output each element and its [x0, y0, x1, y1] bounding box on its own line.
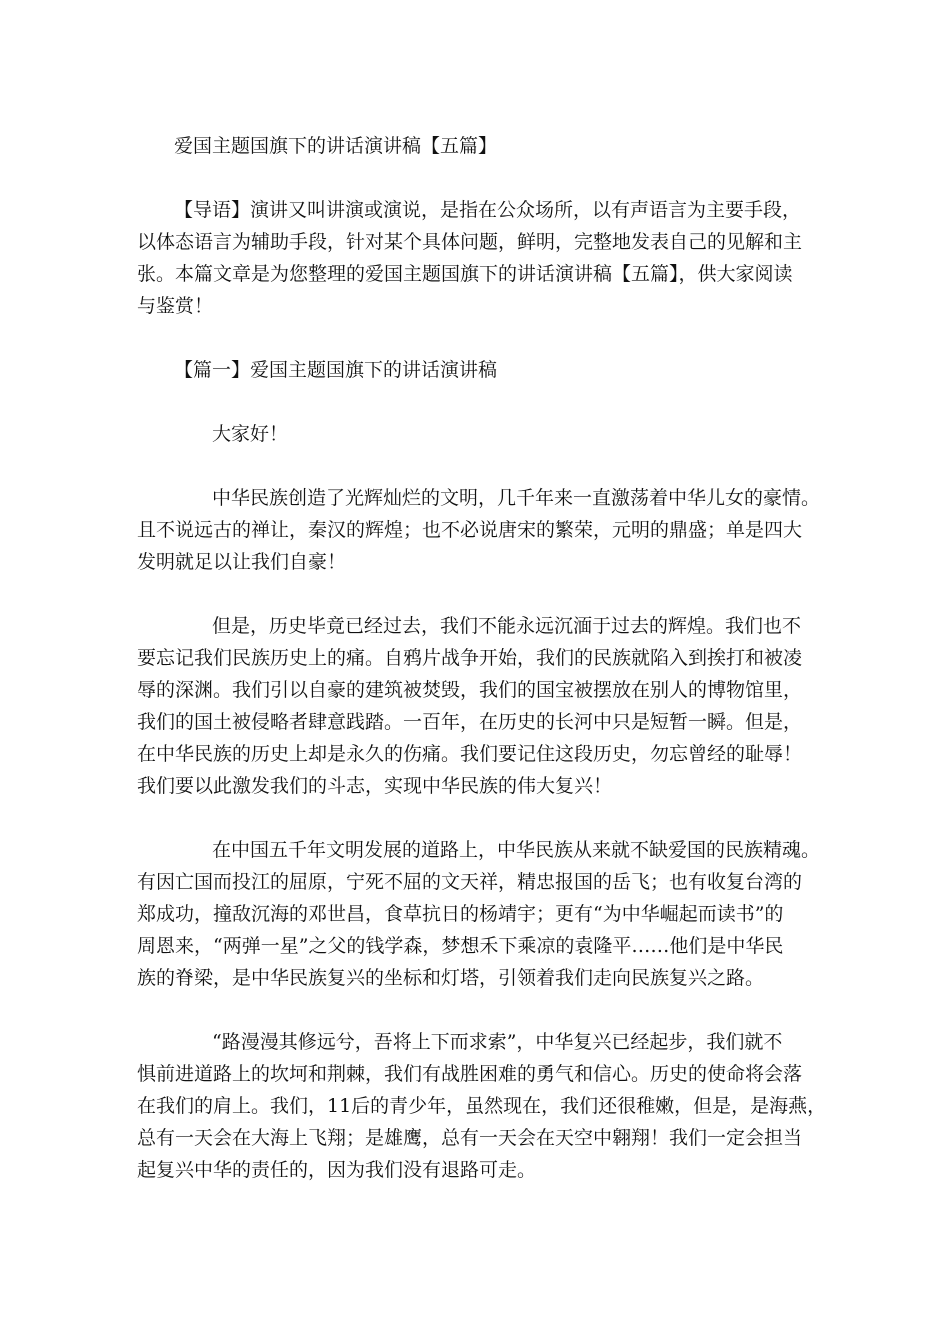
- paragraph-1-line-3: 发明就足以让我们自豪！: [137, 551, 347, 573]
- paragraph-3-line-4: 周恩来，“两弹一星”之父的钱学森，梦想禾下乘凉的袁隆平……他们是中华民: [137, 935, 784, 957]
- paragraph-2-line-6: 我们要以此激发我们的斗志，实现中华民族的伟大复兴！: [137, 775, 613, 797]
- paragraph-2-line-3: 辱的深渊。我们引以自豪的建筑被焚毁，我们的国宝被摆放在别人的博物馆里，: [137, 679, 803, 701]
- paragraph-2-line-2: 要忘记我们民族历史上的痛。自鸦片战争开始，我们的民族就陷入到挨打和被凌: [137, 647, 803, 669]
- document-page: [137, 130, 837, 1186]
- paragraph-2-line-5: 在中华民族的历史上却是永久的伤痛。我们要记住这段历史，勿忘曾经的耻辱！: [137, 743, 803, 765]
- section-heading: 【篇一】爱国主题国旗下的讲话演讲稿: [174, 359, 498, 381]
- paragraph-4-line-3: 在我们的肩上。我们，11后的青少年，虽然现在，我们还很稚嫩，但是，是海燕，: [137, 1095, 827, 1117]
- paragraph-2-line-1: 但是，历史毕竟已经过去，我们不能永远沉湎于过去的辉煌。我们也不: [212, 615, 802, 637]
- intro-line-2: 以体态语言为辅助手段，针对某个具体问题，鲜明，完整地发表自己的见解和主: [137, 231, 803, 253]
- intro-line-3: 张。本篇文章是为您整理的爱国主题国旗下的讲话演讲稿【五篇】，供大家阅读: [137, 263, 793, 285]
- paragraph-4-line-1: “路漫漫其修远兮，吾将上下而求索”，中华复兴已经起步，我们就不: [212, 1031, 783, 1053]
- paragraph-4-line-2: 惧前进道路上的坎坷和荆棘，我们有战胜困难的勇气和信心。历史的使命将会落: [137, 1063, 803, 1085]
- paragraph-2-line-4: 我们的国土被侵略者肆意践踏。一百年，在历史的长河中只是短暂一瞬。但是，: [137, 711, 803, 733]
- intro-line-1: 【导语】演讲又叫讲演或演说，是指在公众场所，以有声语言为主要手段，: [174, 199, 802, 221]
- paragraph-4-line-4: 总有一天会在大海上飞翔；是雄鹰，总有一天会在天空中翱翔！我们一定会担当: [137, 1127, 803, 1149]
- paragraph-4-line-5: 起复兴中华的责任的，因为我们没有退路可走。: [137, 1159, 537, 1181]
- paragraph-3-line-2: 有因亡国而投江的屈原，宁死不屈的文天祥，精忠报国的岳飞；也有收复台湾的: [137, 871, 803, 893]
- paragraph-1-line-2: 且不说远古的禅让，秦汉的辉煌；也不必说唐宋的繁荣，元明的鼎盛；单是四大: [137, 519, 803, 541]
- paragraph-3-line-5: 族的脊梁，是中华民族复兴的坐标和灯塔，引领着我们走向民族复兴之路。: [137, 967, 765, 989]
- document-title: 爱国主题国旗下的讲话演讲稿【五篇】: [174, 135, 498, 157]
- paragraph-1-line-1: 中华民族创造了光辉灿烂的文明，几千年来一直激荡着中华儿女的豪情。: [212, 487, 821, 509]
- greeting: 大家好！: [212, 423, 289, 445]
- paragraph-3-line-3: 郑成功，撞敌沉海的邓世昌，食草抗日的杨靖宇；更有“为中华崛起而读书”的: [137, 903, 784, 925]
- paragraph-3-line-1: 在中国五千年文明发展的道路上，中华民族从来就不缺爱国的民族精魂。: [212, 839, 821, 861]
- intro-line-4: 与鉴赏！: [137, 295, 214, 317]
